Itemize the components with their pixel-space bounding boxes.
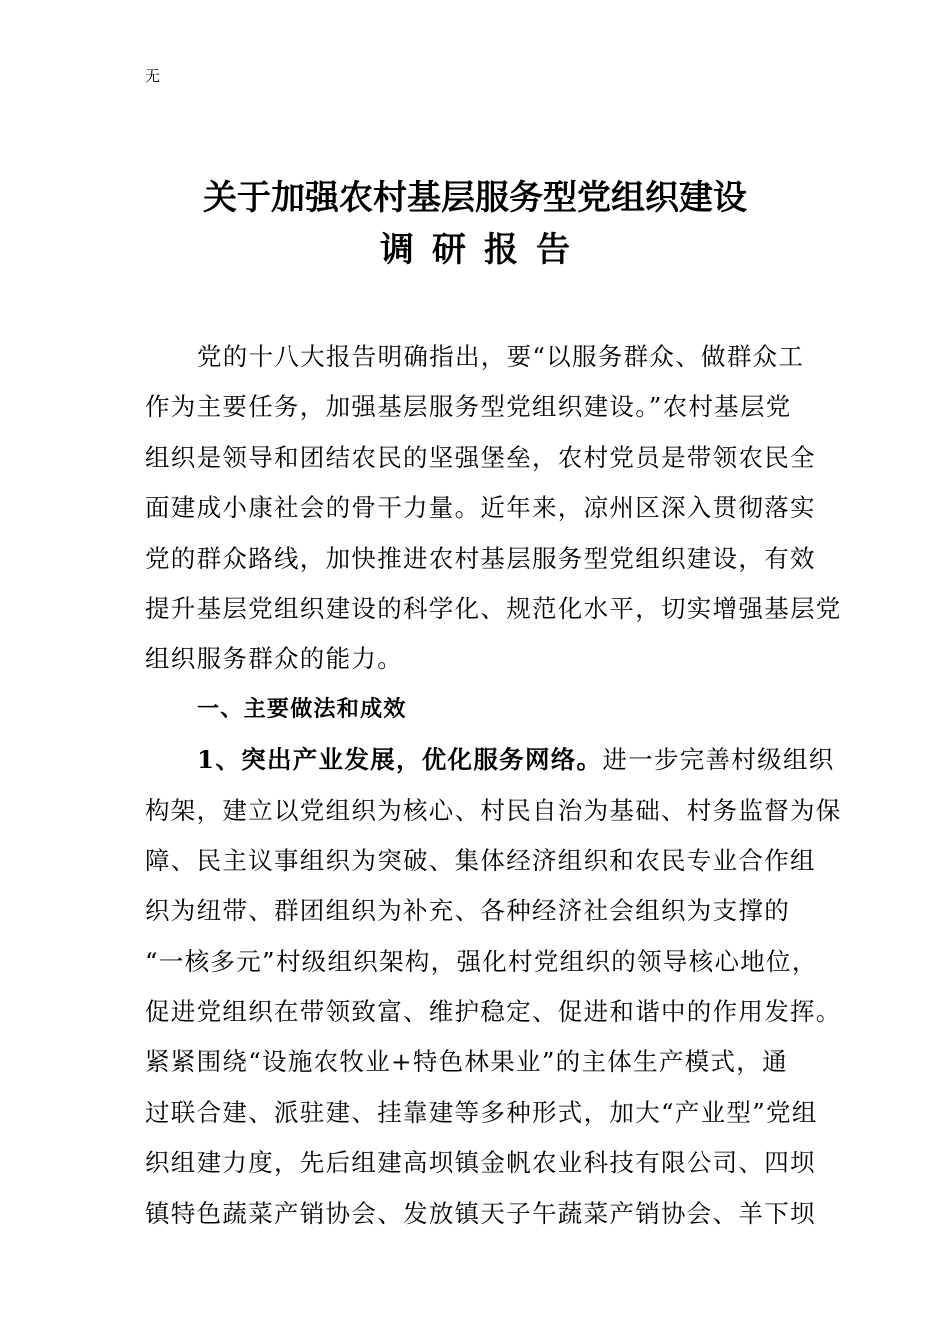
paragraph-line: 镇特色蔬菜产销协会、发放镇天子午蔬菜产销协会、羊下坝	[145, 1198, 816, 1228]
paragraph-line: 组织是领导和团结农民的坚强堡垒，农村党员是带领农民全	[145, 442, 816, 472]
item-first-line-text: 进一步完善村级组织	[602, 745, 835, 775]
paragraph-line: “一核多元”村级组织架构，强化村党组织的领导核心地位，	[145, 946, 818, 976]
paragraph-line: 紧紧围绕“设施农牧业+特色林果业”的主体生产模式，通	[145, 1047, 788, 1077]
paragraph-line: 织为纽带、群团组织为补充、各种经济社会组织为支撑的	[145, 896, 790, 926]
header-mark: 无	[145, 67, 161, 85]
paragraph-line: 党的十八大报告明确指出，要“以服务群众、做群众工	[197, 342, 805, 371]
paragraph-line: 织组建力度，先后组建高坝镇金帆农业科技有限公司、四坝	[145, 1148, 816, 1178]
section-heading: 一、主要做法和成效	[197, 696, 407, 722]
paragraph-line: 组织服务群众的能力。	[145, 644, 403, 674]
paragraph-line: 提升基层党组织建设的科学化、规范化水平，切实增强基层党	[145, 593, 842, 623]
paragraph-line: 促进党组织在带领致富、维护稳定、促进和谐中的作用发挥。	[145, 997, 842, 1027]
item-lead-heading: 1、突出产业发展，优化服务网络。	[197, 745, 603, 775]
paragraph-line: 党的群众路线，加快推进农村基层服务型党组织建设，有效	[145, 543, 816, 573]
document-body	[145, 332, 842, 1239]
paragraph-line: 过联合建、派驻建、挂靠建等多种形式，加大“产业型”党组	[145, 1097, 818, 1127]
document-title-line1: 关于加强农村基层服务型党组织建设	[203, 178, 747, 218]
paragraph-line: 构架，建立以党组织为核心、村民自治为基础、村务监督为保	[145, 795, 842, 825]
document-title-line2: 调研报告	[380, 230, 588, 270]
paragraph-line: 面建成小康社会的骨干力量。近年来，凉州区深入贯彻落实	[145, 493, 816, 523]
paragraph-line: 障、民主议事组织为突破、集体经济组织和农民专业合作组	[145, 845, 816, 875]
paragraph-line: 作为主要任务，加强基层服务型党组织建设。”农村基层党	[145, 392, 792, 422]
item-first-line	[145, 735, 835, 785]
